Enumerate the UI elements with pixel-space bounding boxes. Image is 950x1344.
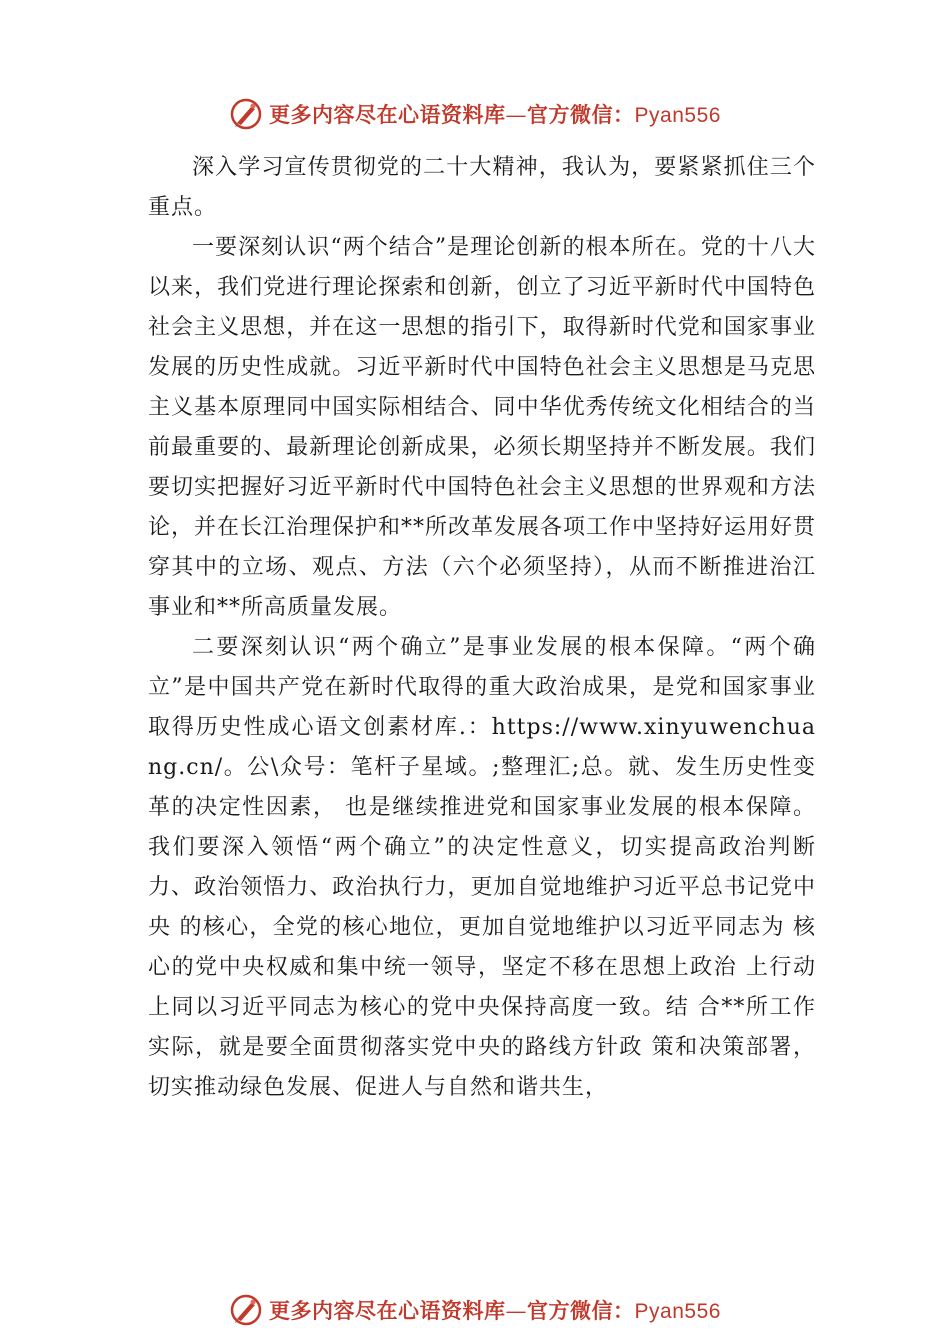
header-banner-main: 更多内容尽在心语资料库: [269, 102, 506, 127]
footer-banner-dash: —: [505, 1299, 528, 1323]
header-banner-text: [269, 99, 721, 129]
header-banner-sub: 官方微信：: [527, 102, 635, 127]
footer-banner-sub: 官方微信：: [527, 1298, 635, 1323]
header-banner-dash: —: [505, 103, 528, 127]
pen-logo-icon: [229, 97, 263, 131]
footer-banner-main: 更多内容尽在心语资料库: [269, 1298, 506, 1323]
pen-logo-icon: [229, 1293, 263, 1327]
document-body: [148, 148, 816, 1108]
header-wechat-id: Pyan556: [634, 104, 721, 127]
paragraph-two-combinations: 一要深刻认识“两个结合”是理论创新的根本所在。党的十八大以来，我们党进行理论探索和创新，创立了习近平新时代中国特色社会主义思想，并在这一思想的指引下，取得新时代党和国家事业发展的历史性成就。习近平新时代中国特色社会主义思想是马克思主义基本原理同中国实际相结合、同中华优秀传统文化相结合的当前最重要的、最新理论创新成果，必须长期坚持并不断发展。我们要切实把握好习近平新时代中国特色社会主义思想的世界观和方法论，并在长江治理保护和**所改革发展各项工作中坚持好运用好贯穿其中的立场、观点、方法（六个必须坚持），从而不断推进治江事业和**所高质量发展。: [148, 235, 817, 620]
footer-wechat-id: Pyan556: [634, 1300, 721, 1323]
footer-banner-text: [269, 1295, 721, 1325]
footer-banner: [0, 1290, 950, 1330]
header-banner: [0, 94, 950, 134]
paragraph-intro: 深入学习宣传贯彻党的二十大精神，我认为，要紧紧抓住三个重点。: [148, 155, 816, 220]
paragraph-two-establishments: 二要深刻认识“两个确立”是事业发展的根本保障。“两个确立”是中国共产党在新时代取得的重大政治成果，是党和国家事业取得历史性成心语文创素材库.：https://www.xinyuwenchuang.cn/。公\众号：笔杆子星域。;整理汇;总。就、发生历史性变革的决定性因素， 也是继续推进党和国家事业发展的根本保障。我们要深入领悟“两个确立”的决定性意义，切实提高政治判断力、政治领悟力、政治执行力，更加自觉地维护习近平总书记党中央 的核心，全党的核心地位，更加自觉地维护以习近平同志为 核心的党中央权威和集中统一领导，坚定不移在思想上政治 上行动上同以习近平同志为核心的党中央保持高度一致。结 合**所工作实际，就是要全面贯彻落实党中央的路线方针政 策和决策部署，切实推动绿色发展、促进人与自然和谐共生，: [148, 635, 816, 1100]
